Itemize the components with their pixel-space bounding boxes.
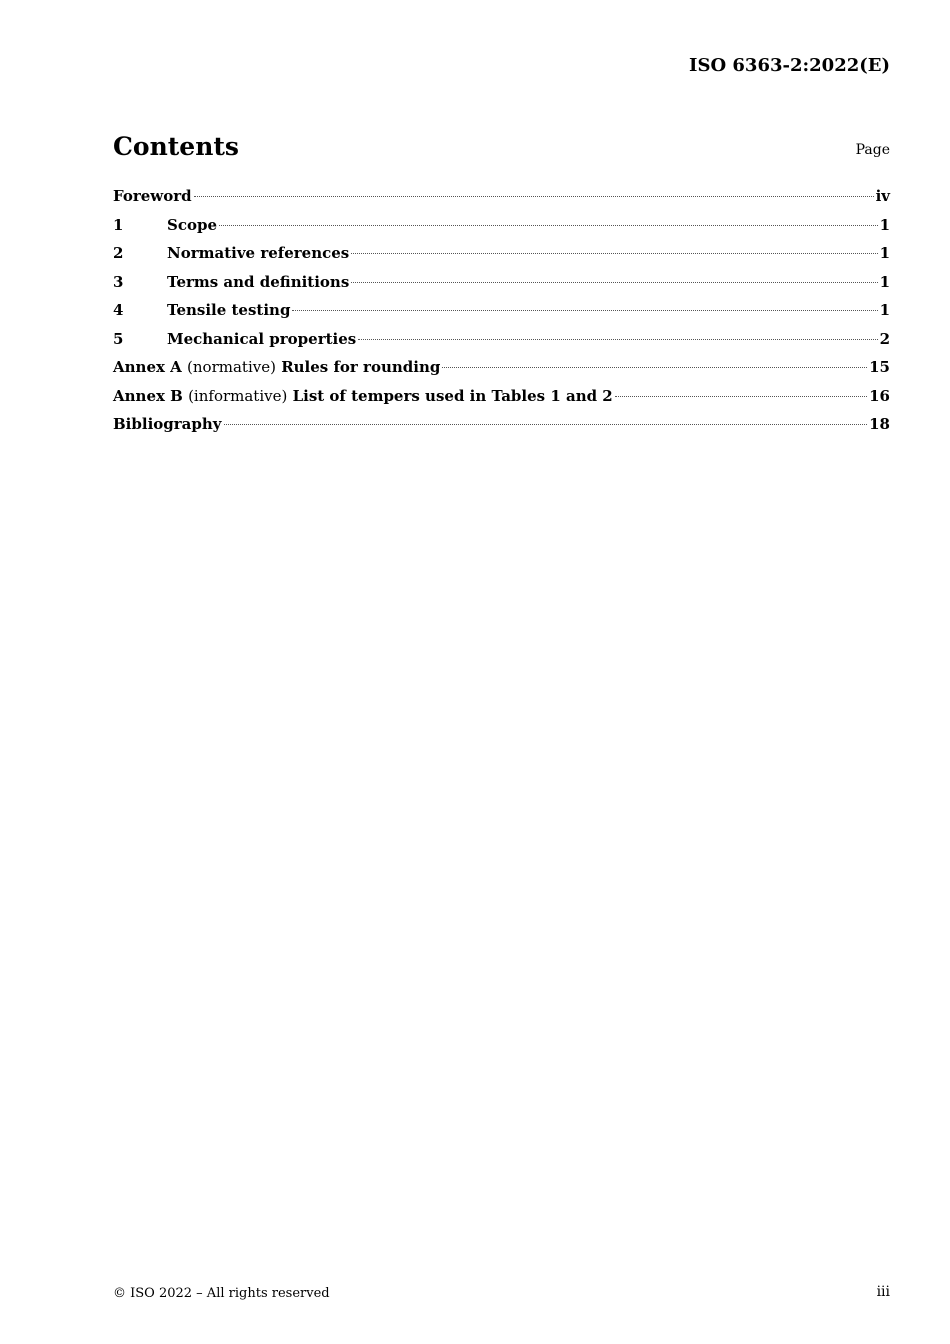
toc-leader-dots xyxy=(194,196,874,197)
toc-entry-scope[interactable] xyxy=(113,215,890,244)
toc-entry-number: 5 xyxy=(113,329,124,348)
toc-entry-number: 4 xyxy=(113,301,124,319)
annex-title: List of tempers used in Tables 1 and 2 xyxy=(292,386,613,405)
footer-page-number: iii xyxy=(876,1284,890,1300)
toc-entry-title: Bibliography xyxy=(113,415,222,433)
toc-entry-normative-references[interactable] xyxy=(113,243,890,272)
annex-label: Annex B xyxy=(113,386,183,405)
toc-entry-page: 1 xyxy=(879,244,890,262)
toc-entry-tensile-testing[interactable] xyxy=(113,300,890,329)
toc-entry-title: Tensile testing xyxy=(167,301,291,319)
toc-leader-dots xyxy=(351,282,877,283)
toc-leader-dots xyxy=(358,339,877,340)
toc-entry-number: 1 xyxy=(113,215,124,234)
toc-leader-dots xyxy=(219,225,878,226)
annex-label: Annex A xyxy=(113,358,182,376)
toc-entry-annex-b[interactable] xyxy=(113,386,890,415)
annex-qualifier: (informative) xyxy=(188,386,288,405)
toc-leader-dots xyxy=(292,310,877,311)
toc-entry-bibliography[interactable] xyxy=(113,414,890,443)
toc-entry-title: Normative references xyxy=(167,244,350,262)
toc-entry-title xyxy=(113,357,440,377)
toc-entry-foreword[interactable] xyxy=(113,186,890,215)
toc-entry-title: Foreword xyxy=(113,187,192,205)
toc-entry-annex-a[interactable] xyxy=(113,357,890,386)
toc-leader-dots xyxy=(615,396,867,397)
toc-entry-page: iv xyxy=(875,187,890,205)
toc-entry-page: 16 xyxy=(869,386,890,405)
page-column-label: Page xyxy=(855,142,890,158)
footer-copyright: © ISO 2022 – All rights reserved xyxy=(113,1286,330,1301)
toc-entry-page: 2 xyxy=(879,329,890,348)
toc-entry-page: 18 xyxy=(869,415,890,433)
toc-leader-dots xyxy=(442,367,867,368)
contents-heading: Contents xyxy=(113,132,240,161)
toc-entry-title: Scope xyxy=(167,215,218,234)
toc-leader-dots xyxy=(224,424,868,425)
toc-entry-title: Mechanical properties xyxy=(167,329,357,348)
annex-qualifier: (normative) xyxy=(187,358,276,376)
toc-leader-dots xyxy=(351,253,877,254)
toc-entry-number: 2 xyxy=(113,244,124,262)
toc-entry-page: 1 xyxy=(879,301,890,319)
annex-title: Rules for rounding xyxy=(281,358,441,376)
toc-entry-page: 1 xyxy=(879,215,890,234)
toc-entry-title xyxy=(113,386,613,406)
toc-entry-title: Terms and definitions xyxy=(167,272,350,291)
document-identifier: ISO 6363-2:2022(E) xyxy=(689,55,890,76)
table-of-contents xyxy=(113,186,890,443)
toc-entry-page: 1 xyxy=(879,272,890,291)
toc-entry-number: 3 xyxy=(113,272,124,291)
toc-entry-terms-and-definitions[interactable] xyxy=(113,272,890,301)
toc-entry-mechanical-properties[interactable] xyxy=(113,329,890,358)
toc-entry-page: 15 xyxy=(869,358,890,376)
